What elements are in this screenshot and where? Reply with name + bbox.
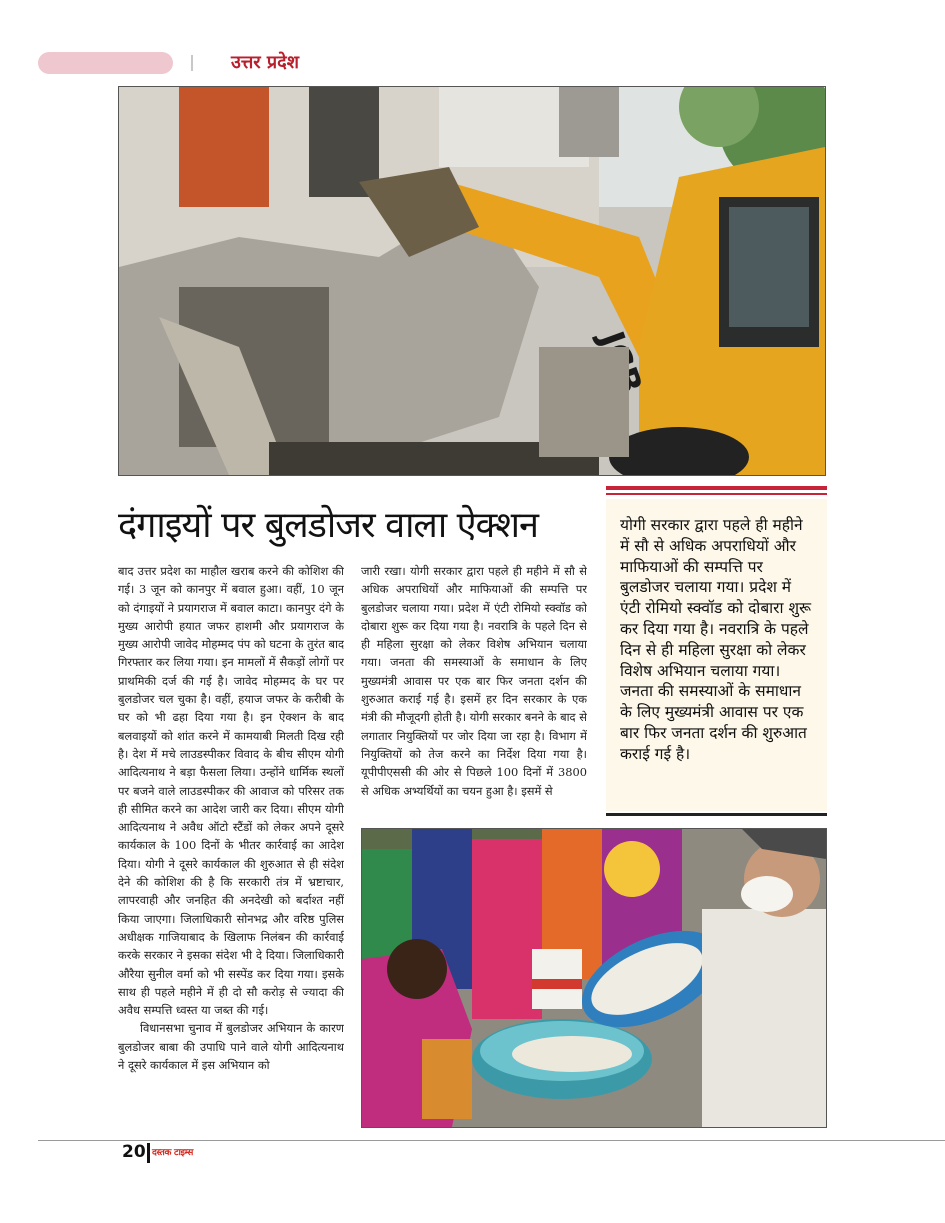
pull-quote-bottom-rule [606,813,827,816]
article-column-1-paragraph-2: विधानसभा चुनाव में बुलडोजर अभियान के कारण बुलडोजर बाबा की उपाधि पाने वाले योगी आदित्यनाथ ने दूसरे कार्यकाल में इस अभियान को [118,1021,344,1073]
article-headline: दंगाइयों पर बुलडोजर वाला ऐक्शन [118,505,538,546]
pull-quote-top-rule [606,486,827,490]
section-title: उत्तर प्रदेश [231,52,299,73]
magazine-logo: दस्तक टाइम्स [152,1148,194,1158]
page-number: 20 [122,1142,146,1162]
article-column-1-paragraph-1: बाद उत्तर प्रदेश का माहौल खराब करने की कोशिश की गई। 3 जून को कानपुर में बवाल हुआ। वहीं, 10 जून को दंगाइयों ने प्रयागराज में बवाल काटा। कानपुर दंगे के मुख्य आरोपी हयात जफर हाशमी और प्रयागराज के मुख्य आरोपी जावेद मोहम्मद पंप को घटना के तुरंत बाद गिरफ्तार कर लिया गया। इन मामलों में सैकड़ों लोगों पर प्राथमिकी दर्ज की गई है। जावेद मोहम्मद के घर पर बुलडोजर चल चुका है। वहीं, हयाज जफर के करीबी के घर को भी ढहा दिया गया है। इन ऐक्शन के बाद बलवाइयों को शांत करने में कामयाबी मिलती दिख रही है। देश में मचे लाउडस्पीकर विवाद के बीच सीएम योगी आदित्यनाथ ने बड़ा फैसला लिया। उन्होंने धार्मिक स्थलों पर बजने वाले लाउडस्पीकर की आवाज को परिसर तक ही सीमित करने का आदेश जारी कर दिया। सीएम योगी आदित्यनाथ ने अवैध ऑटो स्टैंडों को लेकर अपने दूसरे कार्यकाल के 100 दिनों के भीतर कार्रवाई का आदेश दिया। योगी ने दूसरे कार्यकाल की शुरुआत से ही संदेश देने की कोशिश की है कि सरकारी तंत्र में भ्रष्टाचार, लापरवाही और जनहित की अनदेखी को बर्दाश्त नहीं किया जाएगा। जिलाधिकारी सोनभद्र और वरिष्ठ पुलिस अधीक्षक गाजियाबाद के खिलाफ निलंबन की कार्रवाई करके सरकार ने इसका संदेश भी दे दिया। जिलाधिकारी औरैया सुनील वर्मा को भी सस्पेंड कर दिया गया। इसके साथ ही पहले महीने में ही दो सौ करोड़ से ज्यादा की अवैध सम्पत्ति ध्वस्त या जब्त की गई। [118,564,344,1018]
footer-rule [38,1140,945,1141]
article-column-2 [361,562,587,820]
pull-quote-text: योगी सरकार द्वारा पहले ही महीने में सौ से अधिक अपराधियों और माफियाओं की सम्पत्ति पर बुलडोजर चलाया गया। प्रदेश में एंटी रोमियो स्क्वॉड को दोबारा शुरू कर दिया गया है। नवरात्रि के पहले दिन से ही महिला सुरक्षा को लेकर विशेष अभियान चलाया गया। जनता की समस्याओं के समाधान के लिए मुख्यमंत्री आवास पर एक बार फिर जनता दर्शन की शुरुआत कराई गई है। [620,516,812,763]
article-column-2-paragraph: जारी रखा। योगी सरकार द्वारा पहले ही महीने में सौ से अधिक अपराधियों और माफियाओं की सम्पत्ति पर बुलडोजर चलाया गया। प्रदेश में एंटी रोमियो स्क्वॉड को दोबारा शुरू कर दिया गया है। नवरात्रि के पहले दिन से ही महिला सुरक्षा को लेकर विशेष अभियान चलाया गया। जनता की समस्याओं के समाधान के लिए मुख्यमंत्री आवास पर एक बार फिर जनता दर्शन की शुरुआत कराई गई है। इसमें हर दिन सरकार के एक मंत्री की मौजूदगी होती है। योगी सरकार बनने के बाद से लगातार नियुक्तियों पर जोर दिया जा रहा है। विभाग में नियुक्तियों को तेज करने का निर्देश दिया गया है। यूपीपीएससी की ओर से पिछले 100 दिनों में 3800 से अधिक अभ्यर्थियों का चयन हुआ है। इसमें से [361,564,587,798]
ration-distribution-photo [361,828,827,1128]
section-tab-pill [38,52,173,74]
bulldozer-demolition-photo [118,86,826,476]
header-separator [191,55,193,71]
pull-quote-box [606,499,827,811]
pull-quote-top-rule-thin [606,493,827,495]
footer-divider-bar [147,1143,150,1163]
article-column-1 [118,562,344,1127]
